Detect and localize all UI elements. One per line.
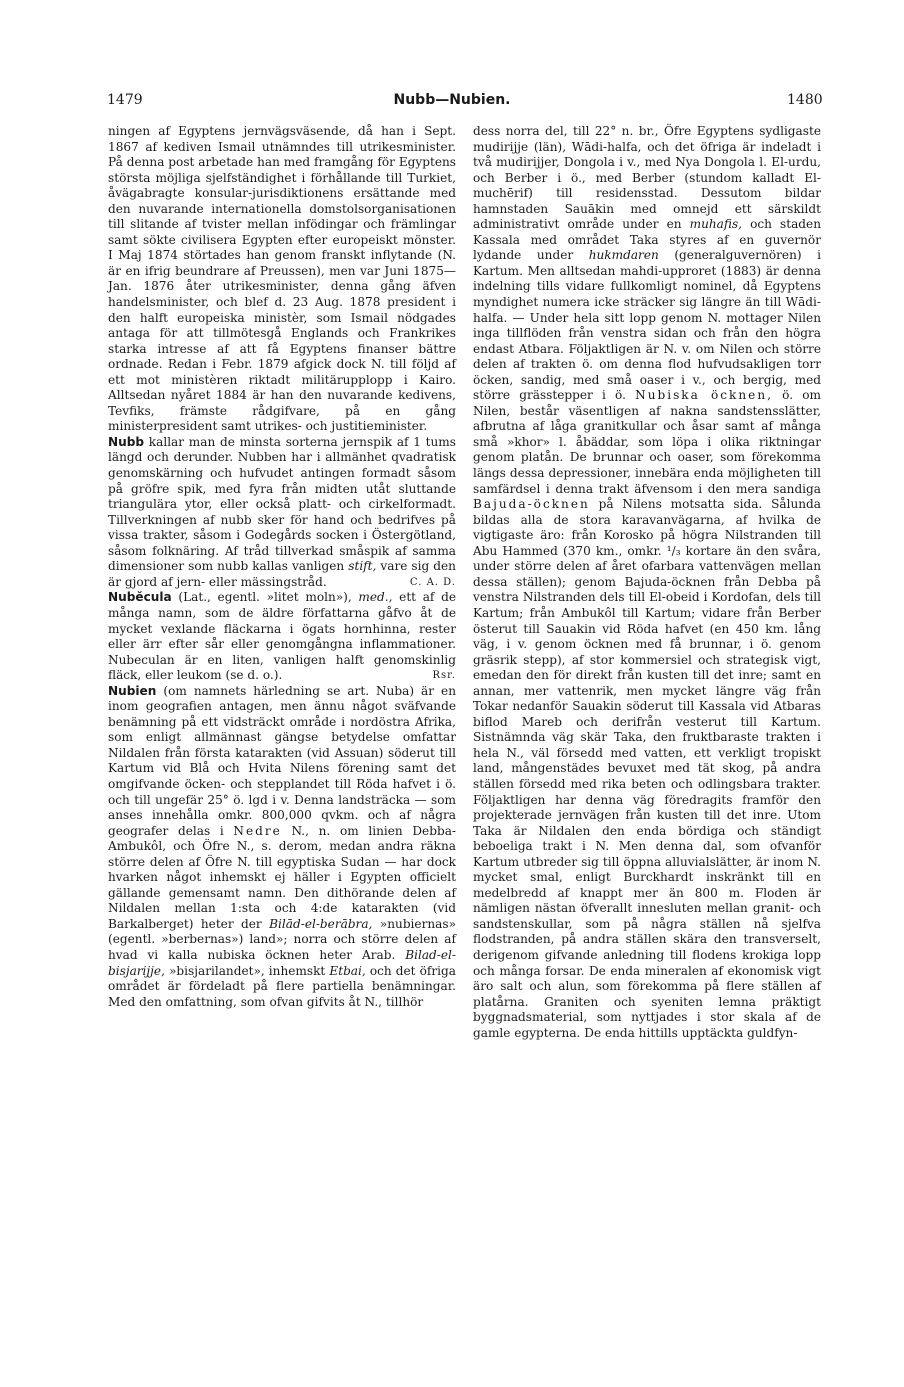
right-column [473, 124, 821, 1041]
entry-continuation: ningen af Egyptens jernvägsväsende, då han i Sept. 1867 af kediven Ismail utnämndes till utrikesminister. På denna post arbetade han med framgång för Egyptens största möjliga sjelfständighet i förhållande till Turkiet, åvägabragte konsular-jurisdiktionens ersättande med den nuvarande internationella domstolsorganisationen till slitande af tvister mellan infödingar och främlingar samt sökte civilisera Egypten efter europeiskt mönster. I Maj 1874 störtades han genom franskt inflytande (N. är en ifrig beundrare af Preussen), men var Juni 1875—Jan. 1876 åter utrikesminister, denna gång äfven handelsminister, och blef d. 23 Aug. 1878 president i den halft europeiska ministèr, som Ismail nödgades antaga för att tillmötesgå Englands och Frankrikes starka intresse af att få Egyptens finanser bättre ordnade. Redan i Febr. 1879 afgick dock N. till följd af ett mot ministèren riktadt militärupplopp i Kairo. Alltsedan nyåret 1884 är han den nuvarande kedivens, Tevfiks, främste rådgifvare, på en gång ministerpresident samt utrikes- och justitieminister. [108, 124, 456, 434]
running-title: Nubb—Nubien. [393, 92, 511, 108]
headword-nubb: Nubb [108, 434, 145, 449]
entry-nubien: Nubien (om namnets härledning se art. Nuba) är en inom geografien antagen, men ännu något sväfvande benämning på ett vidsträckt område i nordöstra Afrika, som enligt allmännast gängse betydelse omfattar Nildalen från första katarakten (vid Assuan) söderut till Kartum vid Blå och Hvita Nilens förening samt det omgifvande öcken- och stepplandet till Röda hafvet i ö. och till ungefär 25° ö. lgd i v. Denna landsträcka — som anses innehålla omkr. 800,000 qvkm. och af några geografer delas i Nedre N., n. om linien Debba-Ambukôl, och Öfre N., s. derom, medan andra räkna större delen af Öfre N. till egyptiska Sudan — har dock hvarken något inhemskt ej häller i Egypten officielt gällande gemensamt namn. Den dithörande delen af Nildalen mellan 1:sta och 4:de katarakten (vid Barkalberget) heter der Bilād-el-berābra, »nubiernas» (egentl. »berbernas») land»; norra och större delen af hvad vi kalla nubiska öcknen heter Arab. Bilad-el-bisjarijje, »bisjarilandet», inhemskt Etbai, och det öfriga området är fördeladt på flere partiella benämningar. Med den omfattning, som ofvan gifvits åt N., tillhör [108, 683, 456, 1009]
entry-nubecula: Nubĕcula (Lat., egentl. »litet moln»), med., ett af de många namn, som de äldre författarna gåfvo åt de mycket vexlande fläckarna i ögats hornhinna, rester eller ärr efter sår eller genomgångna inflammationer. Nubeculan är en liten, vanligen halft genomskinlig fläck, eller leukom (se d. o.). Rsr. [108, 590, 456, 683]
page-number-left: 1479 [107, 92, 143, 108]
headword-nubecula: Nubĕcula [108, 590, 172, 605]
page-header [0, 92, 904, 114]
headword-nubien: Nubien [108, 683, 157, 698]
left-column [108, 124, 456, 1010]
entry-nubien-continued: dess norra del, till 22° n. br., Öfre Egyptens sydligaste mudirijje (län), Wādi-halfa, och det öfriga är indeladt i två mudirijjer, Dongola i v., med Nya Dongola l. El-urdu, och Berber i ö., med Berber (stundom kalladt El-muchērif) till residensstad. Dessutom bildar hamnstaden Sauākin med omnejd ett särskildt administrativt område under en muhafis, och staden Kassala med området Taka styres af en guvernör lydande under hukmdaren (generalguvernören) i Kartum. Men alltsedan mahdi-upproret (1883) är denna indelning tills vidare fullkomligt nominel, då Egyptens myndighet numera icke sträcker sig längre än till Wādi-halfa. — Under hela sitt lopp genom N. mottager Nilen inga tillflöden från venstra sidan och från den högra endast Atbara. Följaktligen är N. v. om Nilen och större delen af trakten ö. om denna flod hufvudsakligen torr öcken, sandig, med små oaser i v., och bergig, med större grässtepper i ö. Nubiska öcknen, ö. om Nilen, består väsentligen af nakna sandstensslätter, afbrutna af låga granitkullar och åsar samt af många små »khor» l. åbäddar, som löpa i olika riktningar genom platån. De brunnar och oaser, som förekomma längs dessa depressioner, innebära enda möjligheten till samfärdsel i denna trakt äfvensom i den mera sandiga Bajuda-öcknen på Nilens motsatta sida. Sålunda bildas alla de stora karavanvägarna, af hvilka de vigtigaste äro: från Korosko på högra Nilstranden till Abu Hammed (370 km., omkr. ¹/₃ kortare än den svåra, under större delen af året ofarbara vattenvägen mellan dessa ställen); genom Bajuda-öcknen från Debba på venstra Nilstranden dels till El-obeid i Kordofan, dels till Kartum; från Ambukôl till Kartum; vidare från Berber österut till Sauakin vid Röda hafvet (en 450 km. lång väg, i v. genom öcknen med få brunnar, i ö. genom gräsrik stepp), af stor kommersiel och strategisk vigt, emedan den för direkt från kusten till det inre; samt en annan, mer vattenrik, men mycket längre väg från Tokar nedanför Sauakin söderut till Kassala vid Atbaras biflod Mareb och derifrån vesterut till Kartum. Sistnämnda väg skär Taka, den fruktbaraste trakten i hela N., väl försedd med vatten, ett verkligt tropiskt land, mångenstädes bevuxet med tät skog, på andra ställen försedd med rika beten och odlingsbara trakter. Följaktligen har denna väg föredragits framför den projekterade jernvägen från kusten till det inre. Utom Taka är Nildalen den enda bördiga och ständigt beboeliga trakt i N. Men denna dal, som ofvanför Kartum utbreder sig till öppna alluvialslätter, är inom N. mycket smal, enligt Burckhardt inskränkt till en medelbredd af knappt mer än 800 m. Floden är nämligen nästan öfverallt innesluten mellan granit- och sandstenskullar, som på några ställen nå sjelfva flodstranden, på andra ställen skära den transverselt, derigenom gifvande anledning till flodens krokiga lopp och många forsar. De enda mineralen af ekonomisk vigt äro salt och alun, som förekomma på flere ställen af platårna. Graniten och syeniten lemna präktigt byggnadsmaterial, som nyttjades i stor skala af de gamle egypterna. De enda hittills upptäckta guldfyn- [473, 124, 821, 1040]
author-signature: Rsr. [432, 670, 456, 682]
page-number-right: 1480 [787, 92, 823, 108]
entry-nubb: Nubb kallar man de minsta sorterna jernspik af 1 tums längd och derunder. Nubben har i allmänhet qvadratisk genomskärning och hufvudet antingen formadt såsom på gröfre spik, med fyra från midten utåt sluttande triangulära ytor, eller också platt- och cirkelformadt. Tillverkningen af nubb sker för hand och bedrifves på vissa trakter, såsom i Godegårds socken i Östergötland, såsom folknäring. Af tråd tillverkad småspik af samma dimensioner som nubb kallas vanligen stift, vare sig den är gjord af jern- eller mässingstråd. C. A. D. [108, 434, 456, 589]
author-signature: C. A. D. [409, 576, 456, 588]
